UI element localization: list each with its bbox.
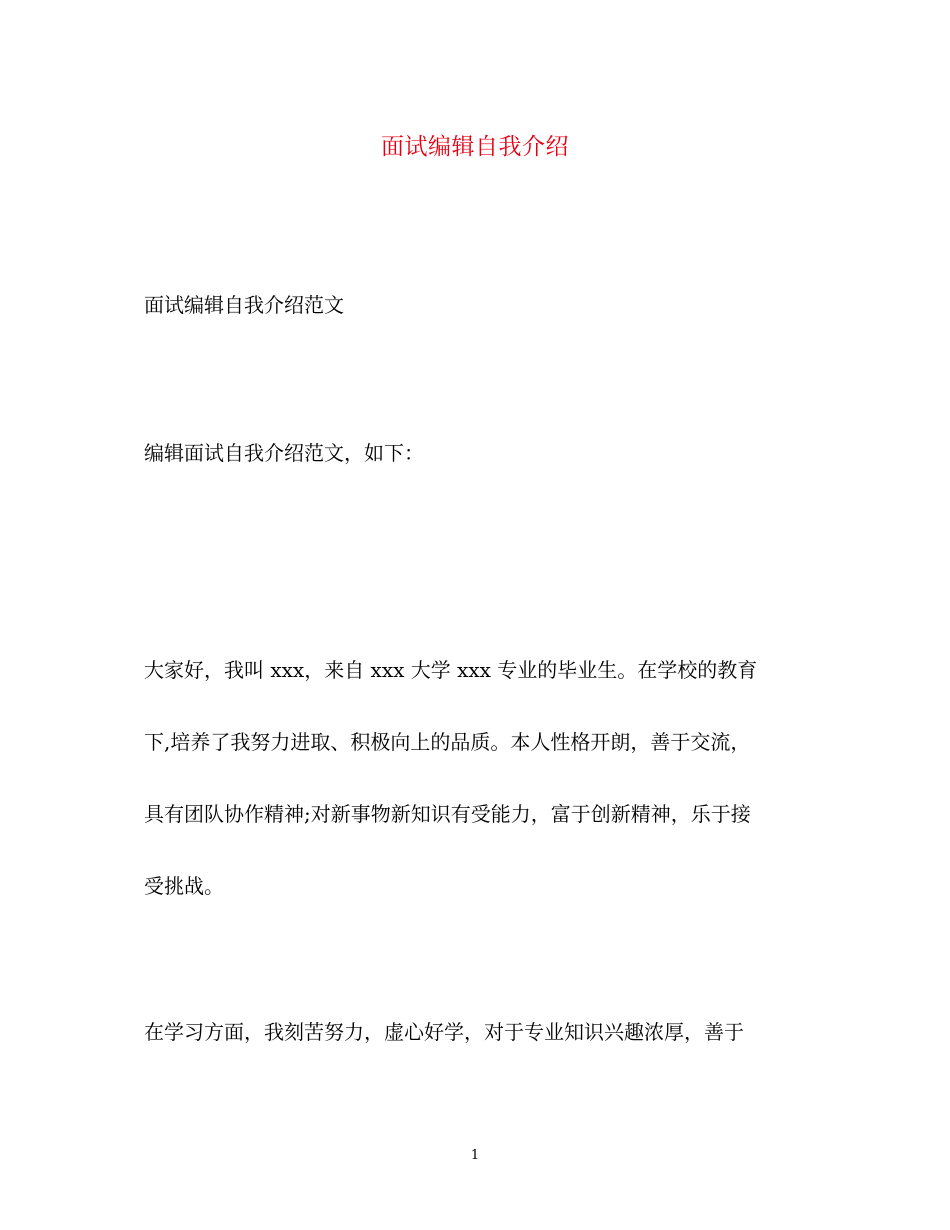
paragraph-1-line-1: 大家好，我叫 xxx，来自 xxx 大学 xxx 专业的毕业生。在学校的教育 <box>144 658 758 682</box>
paragraph-2-line-1: 在学习方面，我刻苦努力，虚心好学，对于专业知识兴趣浓厚，善于 <box>144 1020 744 1044</box>
paragraph-1-line-3: 具有团队协作精神;对新事物新知识有受能力，富于创新精神，乐于接 <box>144 802 751 826</box>
paragraph-1-line-4: 受挑战。 <box>144 874 224 898</box>
document-title: 面试编辑自我介绍 <box>381 134 569 160</box>
intro-text: 编辑面试自我介绍范文，如下： <box>144 441 424 465</box>
page-number: 1 <box>470 1148 480 1163</box>
document-subtitle: 面试编辑自我介绍范文 <box>144 293 344 317</box>
paragraph-1-line-2: 下,培养了我努力进取、积极向上的品质。本人性格开朗，善于交流， <box>144 730 751 754</box>
